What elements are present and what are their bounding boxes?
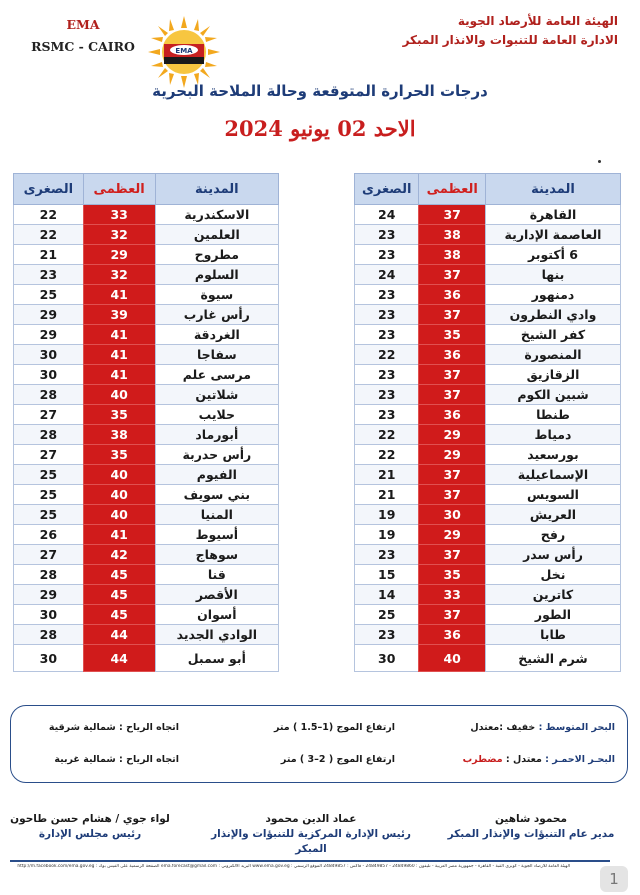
max-temp-cell: 29 [419,445,486,465]
city-cell: سوهاج [155,545,278,565]
city-cell: العاصمة الإدارية [485,225,620,245]
min-temp-cell: 22 [355,345,419,365]
table-row [355,385,621,405]
table-row [14,205,279,225]
min-temp-cell: 23 [355,625,419,645]
city-cell: الغردقة [155,325,278,345]
table-row [14,425,279,445]
table-row [355,205,621,225]
table-row [355,245,621,265]
signature-role: رئيس مجلس الإدارة [38,828,142,840]
max-temp-cell: 33 [419,585,486,605]
table-row [14,225,279,245]
table-row [14,525,279,545]
min-temp-cell: 24 [355,205,419,225]
min-temp-cell: 23 [14,265,84,285]
min-temp-cell: 30 [355,645,419,672]
max-temp-cell: 37 [419,605,486,625]
max-temp-cell: 45 [83,585,155,605]
min-temp-cell: 27 [14,405,84,425]
max-temp-cell: 36 [419,405,486,425]
min-temp-cell: 23 [355,545,419,565]
max-temp-cell: 29 [419,425,486,445]
max-temp-cell: 45 [83,605,155,625]
city-cell: شبين الكوم [485,385,620,405]
max-temp-cell: 37 [419,265,486,285]
max-temp-cell: 38 [83,425,155,445]
city-cell: وادي النطرون [485,305,620,325]
city-cell: الزقازيق [485,365,620,385]
min-temp-cell: 19 [355,525,419,545]
page-number-badge[interactable]: 1 [600,866,628,892]
table-row [14,345,279,365]
min-temp-cell: 14 [355,585,419,605]
red-sea-state-rough: مضطرب [462,754,503,765]
city-cell: الاسكندرية [155,205,278,225]
org-ar-line-1: الهيئة العامة للأرصاد الجوية [457,14,618,28]
med-sea-wind: اتجاه الرياح : شمالية شرقية [48,722,179,733]
min-temp-cell: 30 [14,605,84,625]
table-row [14,485,279,505]
max-temp-cell: 41 [83,525,155,545]
table-row [355,345,621,365]
sea-navigation-box [10,705,628,783]
city-cell: سيوة [155,285,278,305]
city-cell: رفح [485,525,620,545]
city-cell: رأس حدربة [155,445,278,465]
max-temp-cell: 29 [83,245,155,265]
city-cell: مطروح [155,245,278,265]
max-temp-cell: 32 [83,225,155,245]
table-row [355,525,621,545]
city-cell: سفاجا [155,345,278,365]
max-temp-cell: 33 [83,205,155,225]
table-header-row [355,174,621,205]
footer-contact: الهيئة العامة للأرصاد الجوية - كوبري القبة - القاهرة - جمهورية مصر العربية - تليفون : 24849860 - 24849857 - فاكس : 24849857 الموقع الرسمي : www.ema.gov.eg البريد الالكتروني : ema.forecast@gmail.com الصفحة الرسمية على الفيس بوك : http://m.facebook.com/ema.gov.eg [17,864,570,869]
forecast-date: الاحد 02 يونيو 2024 [224,116,416,141]
table-row [14,545,279,565]
city-cell: الإسماعيلية [485,465,620,485]
org-en-line-2: RSMC - CAIRO [31,39,135,54]
min-temp-cell: 29 [14,585,84,605]
city-cell: طنطا [485,405,620,425]
header-max: العظمى [83,174,155,205]
table-row [14,605,279,625]
table-row [14,505,279,525]
city-cell: الأقصر [155,585,278,605]
city-cell: قنا [155,565,278,585]
table-row [355,645,621,672]
min-temp-cell: 30 [14,365,84,385]
header-min: الصغرى [355,174,419,205]
city-cell: العلمين [155,225,278,245]
decorative-dot [598,160,601,163]
max-temp-cell: 36 [419,345,486,365]
city-cell: أبورماد [155,425,278,445]
min-temp-cell: 21 [355,465,419,485]
header-city: المدينة [155,174,278,205]
signatures [0,812,640,855]
signature-forecast-director [436,812,626,842]
table-row [355,625,621,645]
city-cell: العريش [485,505,620,525]
city-cell: كفر الشيخ [485,325,620,345]
city-cell: بني سويف [155,485,278,505]
min-temp-cell: 25 [14,505,84,525]
min-temp-cell: 25 [355,605,419,625]
max-temp-cell: 35 [419,565,486,585]
min-temp-cell: 23 [355,365,419,385]
ema-logo-icon [146,14,222,90]
min-temp-cell: 26 [14,525,84,545]
min-temp-cell: 27 [14,445,84,465]
city-cell: رأس سدر [485,545,620,565]
table-row [14,325,279,345]
city-cell: الوادي الجديد [155,625,278,645]
city-cell: المنصورة [485,345,620,365]
table-row [355,305,621,325]
table-row [14,405,279,425]
city-cell: المنيا [155,505,278,525]
max-temp-cell: 38 [419,245,486,265]
city-cell: القاهرة [485,205,620,225]
city-cell: دمياط [485,425,620,445]
min-temp-cell: 21 [355,485,419,505]
city-cell: شلاتين [155,385,278,405]
min-temp-cell: 28 [14,625,84,645]
min-temp-cell: 23 [355,385,419,405]
table-row [355,465,621,485]
max-temp-cell: 41 [83,345,155,365]
header-min: الصغرى [14,174,84,205]
max-temp-cell: 45 [83,565,155,585]
min-temp-cell: 22 [355,425,419,445]
min-temp-cell: 22 [355,445,419,465]
min-temp-cell: 29 [14,305,84,325]
signature-central-admin-head [196,812,426,857]
min-temp-cell: 30 [14,645,84,672]
red-sea-wind: اتجاه الرياح : شمالية غربية [54,754,179,765]
signature-role: رئيس الإدارة المركزية للتنبؤات والإنذار المبكر [211,828,411,855]
red-sea-state: معتدل : [505,754,542,765]
city-cell: نخل [485,565,620,585]
min-temp-cell: 23 [355,245,419,265]
city-cell: دمنهور [485,285,620,305]
table-row [14,565,279,585]
table-row [355,325,621,345]
org-en-line-1: EMA [66,17,100,32]
max-temp-cell: 40 [83,485,155,505]
red-sea-wave: ارتفاع الموج ( 2–3 ) متر [280,754,395,765]
table-row [355,565,621,585]
max-temp-cell: 38 [419,225,486,245]
min-temp-cell: 25 [14,285,84,305]
footer-divider [10,860,610,862]
min-temp-cell: 27 [14,545,84,565]
city-cell: السلوم [155,265,278,285]
med-sea-state: خفيف :معتدل [470,722,536,733]
max-temp-cell: 36 [419,285,486,305]
table-row [355,285,621,305]
table-row [14,385,279,405]
max-temp-cell: 30 [419,505,486,525]
table-row [14,265,279,285]
table-row [14,245,279,265]
max-temp-cell: 37 [419,385,486,405]
table-row [14,285,279,305]
min-temp-cell: 19 [355,505,419,525]
red-sea-row [463,754,615,765]
max-temp-cell: 41 [83,325,155,345]
table-row [14,625,279,645]
min-temp-cell: 23 [355,325,419,345]
max-temp-cell: 39 [83,305,155,325]
temperature-table-left [13,173,279,672]
max-temp-cell: 40 [83,505,155,525]
min-temp-cell: 30 [14,345,84,365]
table-row [355,225,621,245]
max-temp-cell: 35 [83,445,155,465]
city-cell: السويس [485,485,620,505]
min-temp-cell: 23 [355,305,419,325]
table-row [14,465,279,485]
city-cell: أسوان [155,605,278,625]
table-row [14,645,279,672]
med-sea-row [470,722,615,733]
city-cell: الفيوم [155,465,278,485]
city-cell: بورسعيد [485,445,620,465]
org-arabic-name [403,12,618,50]
min-temp-cell: 23 [355,225,419,245]
min-temp-cell: 28 [14,565,84,585]
table-row [355,425,621,445]
max-temp-cell: 42 [83,545,155,565]
table-row [14,365,279,385]
signature-name: عماد الدين محمود [265,813,357,825]
header-city: المدينة [485,174,620,205]
table-row [355,365,621,385]
max-temp-cell: 35 [419,325,486,345]
table-row [355,265,621,285]
city-cell: بنها [485,265,620,285]
city-cell: أسيوط [155,525,278,545]
max-temp-cell: 40 [83,465,155,485]
min-temp-cell: 21 [14,245,84,265]
city-cell: شرم الشيخ [485,645,620,672]
table-header-row [14,174,279,205]
min-temp-cell: 24 [355,265,419,285]
max-temp-cell: 40 [419,645,486,672]
med-sea-label: البحر المتوسط : [538,722,615,733]
city-cell: أبو سمبل [155,645,278,672]
signature-name: لواء جوي / هشام حسن طاحون [10,813,170,825]
city-cell: رأس غارب [155,305,278,325]
max-temp-cell: 37 [419,545,486,565]
med-sea-wave: ارتفاع الموج (1–1.5 ) متر [274,722,395,733]
max-temp-cell: 37 [419,365,486,385]
red-sea-label: البحـر الاحمـر : [545,754,615,765]
logo-text: EMA [175,47,193,55]
min-temp-cell: 29 [14,325,84,345]
city-cell: كاترين [485,585,620,605]
signature-role: مدير عام التنبؤات والإنذار المبكر [447,828,615,840]
max-temp-cell: 41 [83,285,155,305]
table-row [355,605,621,625]
min-temp-cell: 22 [14,205,84,225]
min-temp-cell: 28 [14,425,84,445]
city-cell: طابا [485,625,620,645]
max-temp-cell: 37 [419,465,486,485]
table-row [355,545,621,565]
org-ar-line-2: الادارة العامة للتنبوات والانذار المبكر [402,33,618,47]
table-row [14,445,279,465]
max-temp-cell: 36 [419,625,486,645]
max-temp-cell: 37 [419,205,486,225]
max-temp-cell: 37 [419,305,486,325]
table-row [14,305,279,325]
city-cell: مرسى علم [155,365,278,385]
max-temp-cell: 40 [83,385,155,405]
signature-name: محمود شاهين [494,813,568,825]
signature-chairman [10,812,170,842]
max-temp-cell: 37 [419,485,486,505]
page-title: درجات الحرارة المتوقعة وحالة الملاحة البحرية [152,82,488,100]
table-row [355,445,621,465]
max-temp-cell: 29 [419,525,486,545]
city-cell: الطور [485,605,620,625]
min-temp-cell: 22 [14,225,84,245]
min-temp-cell: 25 [14,485,84,505]
table-row [355,485,621,505]
min-temp-cell: 23 [355,405,419,425]
min-temp-cell: 23 [355,285,419,305]
max-temp-cell: 32 [83,265,155,285]
table-row [355,405,621,425]
org-english-name [28,14,138,58]
table-row [355,585,621,605]
max-temp-cell: 41 [83,365,155,385]
header-max: العظمى [419,174,486,205]
min-temp-cell: 15 [355,565,419,585]
max-temp-cell: 44 [83,625,155,645]
table-row [14,585,279,605]
table-row [355,505,621,525]
temperature-table-right [354,173,621,672]
max-temp-cell: 35 [83,405,155,425]
min-temp-cell: 25 [14,465,84,485]
city-cell: 6 أكتوبر [485,245,620,265]
min-temp-cell: 28 [14,385,84,405]
city-cell: حلايب [155,405,278,425]
max-temp-cell: 44 [83,645,155,672]
